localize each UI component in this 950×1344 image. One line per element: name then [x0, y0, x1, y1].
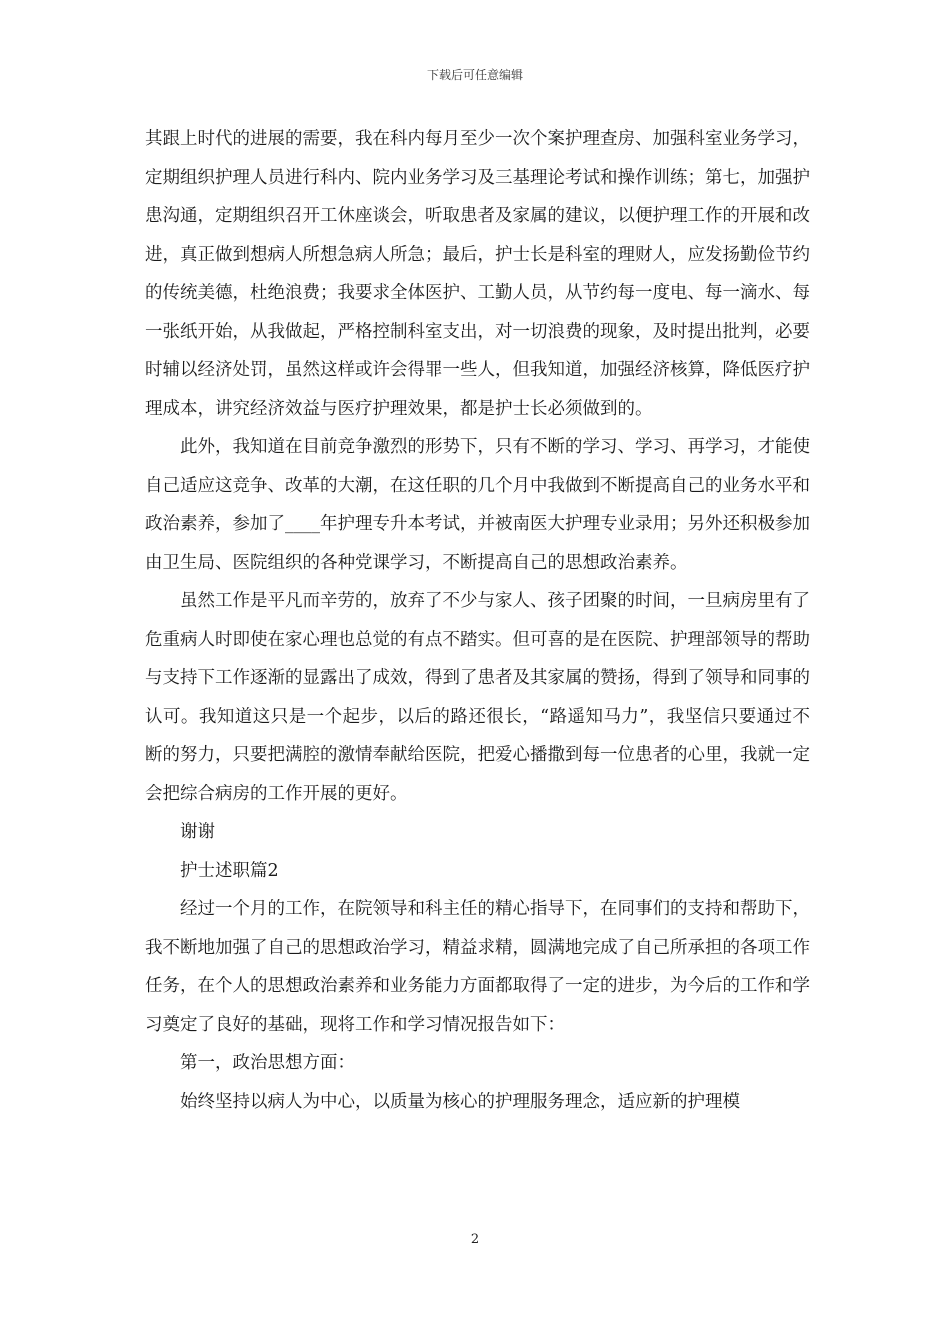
page-header: 下载后可任意编辑: [426, 68, 523, 82]
paragraph-political: 始终坚持以病人为中心，以质量为核心的护理服务理念，适应新的护理模: [180, 1091, 740, 1112]
thanks-line: 谢谢: [180, 822, 215, 842]
paragraph-further-study: 此外，我知道在目前竞争激烈的形势下，只有不断的学习、学习、再学习，才能使自己适应这竞争、改革的大潮，在这任职的几个月中我做到不断提高自己的业务水平和政治素养，参加了____年护理专升本考试，并被南医大护理专业录用；另外还积极参加由卫生局、医院组织的各种党课学习，不断提高自己的思想政治素养。: [145, 437, 810, 573]
section-heading: 护士述职篇2: [180, 860, 279, 881]
paragraph-intro: 经过一个月的工作，在院领导和科主任的精心指导下，在同事们的支持和帮助下，我不断地加强了自己的思想政治学习，精益求精，圆满地完成了自己所承担的各项工作任务，在个人的思想政治素养和业务能力方面都取得了一定的进步，为今后的工作和学习奠定了良好的基础，现将工作和学习情况报告如下：: [145, 899, 810, 1035]
subsection-heading: 第一，政治思想方面：: [180, 1053, 355, 1073]
paragraph-continued: 其跟上时代的进展的需要，我在科内每月至少一次个案护理查房、加强科室业务学习，定期组织护理人员进行科内、院内业务学习及三基理论考试和操作训练；第七，加强护患沟通，定期组织召开工休座谈会，听取患者及家属的建议，以便护理工作的开展和改进，真正做到想病人所想急病人所急；最后，护士长是科室的理财人，应发扬勤俭节约的传统美德，杜绝浪费；我要求全体医护、工勤人员，从节约每一度电、每一滴水、每一张纸开始，从我做起，严格控制科室支出，对一切浪费的现象，及时提出批判，必要时辅以经济处罚，虽然这样或许会得罪一些人，但我知道，加强经济核算，降低医疗护理成本，讲究经济效益与医疗护理效果，都是护士长必须做到的。: [145, 129, 810, 419]
document-body: [145, 120, 810, 1121]
page-number: 2: [470, 1232, 480, 1247]
paragraph-work-results: 虽然工作是平凡而辛劳的，放弃了不少与家人、孩子团聚的时间，一旦病房里有了危重病人时即使在家心理也总觉的有点不踏实。但可喜的是在医院、护理部领导的帮助与支持下工作逐渐的显露出了成效，得到了患者及其家属的赞扬，得到了领导和同事的认可。我知道这只是一个起步，以后的路还很长，“路遥知马力”，我坚信只要通过不断的努力，只要把满腔的激情奉献给医院，把爱心播撒到每一位患者的心里，我就一定会把综合病房的工作开展的更好。: [145, 591, 810, 804]
